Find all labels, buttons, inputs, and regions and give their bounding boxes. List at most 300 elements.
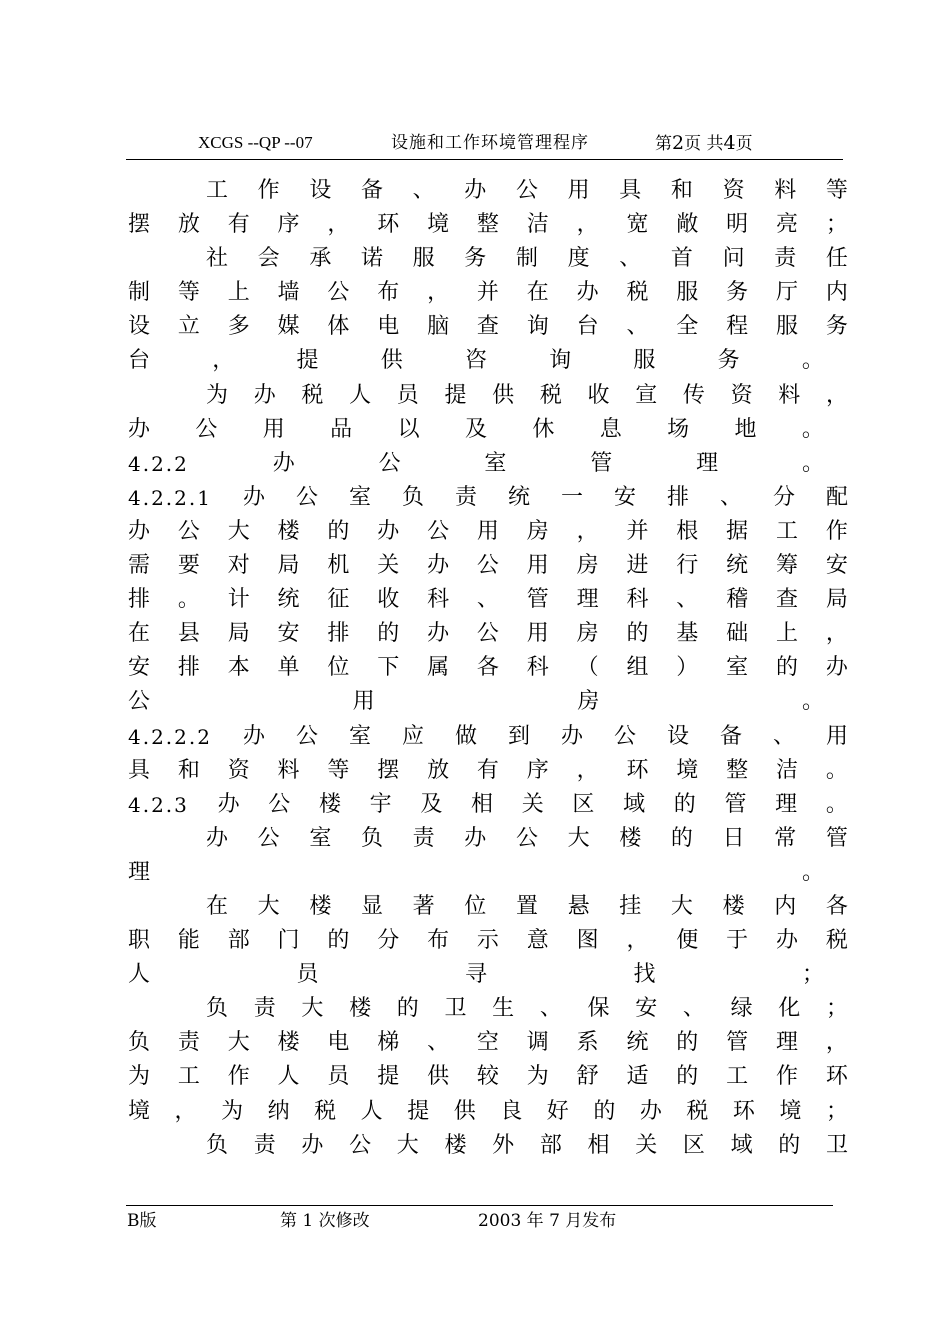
document-title: 设施和工作环境管理程序 xyxy=(391,133,589,153)
body-text xyxy=(128,174,848,1163)
body-glyph: 公 xyxy=(476,621,499,647)
body-line xyxy=(128,1095,848,1129)
body-glyph: 办 xyxy=(576,280,599,306)
body-glyph: 意 xyxy=(526,928,549,954)
body-glyph: 办 xyxy=(464,178,487,203)
body-glyph: 等 xyxy=(327,757,350,783)
body-glyph: 务 xyxy=(825,314,848,340)
body-glyph: 地 xyxy=(734,416,757,442)
body-glyph: 为 xyxy=(221,1098,244,1124)
body-glyph: 日 xyxy=(722,825,745,851)
body-glyph: 、 xyxy=(619,246,642,272)
body-glyph: 分 xyxy=(377,928,400,954)
body-glyph: 公 xyxy=(476,553,499,579)
body-glyph: 安 xyxy=(128,655,151,681)
body-glyph: 脑 xyxy=(427,314,450,340)
body-glyph: 税 xyxy=(686,1098,709,1124)
body-line xyxy=(128,822,848,856)
body-glyph: 公 xyxy=(427,518,450,544)
body-glyph: 责 xyxy=(454,484,477,510)
body-glyph: ； xyxy=(825,996,848,1022)
body-glyph: 的 xyxy=(670,825,693,851)
body-glyph: 责 xyxy=(253,1132,276,1158)
header-rule xyxy=(126,159,843,160)
body-glyph: 责 xyxy=(412,825,435,851)
body-glyph: 查 xyxy=(775,587,798,613)
body-glyph: 挂 xyxy=(619,893,642,919)
body-glyph: 公 xyxy=(295,484,318,510)
body-glyph: 料 xyxy=(774,178,797,203)
body-line xyxy=(128,447,848,481)
body-glyph: 的 xyxy=(626,621,649,647)
body-glyph: 作 xyxy=(257,178,280,203)
body-glyph: 示 xyxy=(476,928,499,954)
body-glyph: 房 xyxy=(576,553,599,579)
body-glyph: 。 xyxy=(801,348,824,374)
body-glyph: 负 xyxy=(401,484,424,510)
body-glyph: 公 xyxy=(295,723,318,749)
body-glyph: 等 xyxy=(825,178,848,203)
body-glyph: 对 xyxy=(227,553,250,579)
body-line xyxy=(128,924,848,958)
body-line xyxy=(128,788,848,822)
body-glyph: 并 xyxy=(626,518,649,544)
body-glyph: ， xyxy=(576,212,599,238)
body-glyph: 办 xyxy=(301,1132,324,1158)
body-glyph: 休 xyxy=(532,416,555,442)
body-line xyxy=(128,208,848,242)
body-glyph: 安 xyxy=(635,996,658,1022)
body-glyph: 用 xyxy=(526,553,549,579)
body-glyph: 置 xyxy=(515,893,538,919)
body-glyph: 服 xyxy=(676,280,699,306)
body-glyph: 等 xyxy=(177,280,200,306)
body-glyph: 的 xyxy=(327,928,350,954)
body-glyph: 资 xyxy=(730,382,753,408)
body-glyph: ， xyxy=(825,621,848,647)
body-glyph: 程 xyxy=(726,314,749,340)
body-line xyxy=(128,958,848,992)
body-glyph: 在 xyxy=(206,893,229,919)
body-glyph: 卫 xyxy=(444,996,467,1022)
body-glyph: 公 xyxy=(613,723,636,749)
body-line xyxy=(128,515,848,549)
body-glyph: 的 xyxy=(673,791,696,817)
body-glyph: 墙 xyxy=(277,280,300,306)
body-glyph: 具 xyxy=(619,178,642,203)
body-glyph: 收 xyxy=(587,382,610,408)
body-glyph: 用 xyxy=(352,689,375,715)
body-glyph: 室 xyxy=(348,723,371,749)
body-glyph: 务 xyxy=(726,280,749,306)
body-line xyxy=(128,413,848,447)
footer-rule xyxy=(126,1205,833,1206)
body-glyph: 统 xyxy=(507,484,530,510)
body-glyph: 布 xyxy=(377,280,400,306)
body-glyph: 序 xyxy=(277,212,300,238)
body-glyph: 人 xyxy=(277,1064,300,1090)
body-glyph: 供 xyxy=(380,348,403,374)
body-glyph: 洁 xyxy=(775,757,798,783)
body-glyph: 统 xyxy=(726,553,749,579)
body-glyph: 计 xyxy=(227,587,250,613)
body-glyph: 管 xyxy=(526,587,549,613)
body-glyph: 公 xyxy=(128,689,151,715)
body-glyph: 办 xyxy=(775,928,798,954)
body-glyph: 图 xyxy=(576,928,599,954)
body-glyph: 厅 xyxy=(775,280,798,306)
body-glyph: 体 xyxy=(327,314,350,340)
body-glyph: 配 xyxy=(825,484,848,510)
body-glyph: 布 xyxy=(427,928,450,954)
body-glyph: 办 xyxy=(427,553,450,579)
body-glyph: 境 xyxy=(128,1098,151,1124)
body-glyph: 关 xyxy=(377,553,400,579)
body-glyph: 设 xyxy=(128,314,151,340)
body-glyph: ， xyxy=(825,1030,848,1056)
body-glyph: 。 xyxy=(801,859,824,885)
body-glyph: 区 xyxy=(682,1132,705,1158)
body-line xyxy=(128,992,848,1026)
body-glyph: 便 xyxy=(676,928,699,954)
body-glyph: 供 xyxy=(427,1064,450,1090)
body-glyph: 筹 xyxy=(775,553,798,579)
body-glyph: 理 xyxy=(128,859,151,885)
body-glyph: 大 xyxy=(567,825,590,851)
body-glyph: 办 xyxy=(272,450,295,476)
body-glyph: 的 xyxy=(593,1098,616,1124)
body-glyph: 内 xyxy=(774,893,797,919)
body-glyph: 、 xyxy=(626,314,649,340)
body-glyph: 并 xyxy=(476,280,499,306)
body-glyph: ） xyxy=(676,655,699,681)
body-glyph: 找 xyxy=(633,962,656,988)
page-header xyxy=(0,0,950,170)
body-glyph: 应 xyxy=(401,723,424,749)
body-glyph: 资 xyxy=(722,178,745,203)
body-glyph: 公 xyxy=(327,280,350,306)
body-line xyxy=(128,379,848,413)
body-glyph: 办 xyxy=(242,723,265,749)
body-glyph: 品 xyxy=(330,416,353,442)
body-line xyxy=(128,1026,848,1060)
body-glyph: 办 xyxy=(242,484,265,510)
body-glyph: 理 xyxy=(696,450,719,476)
body-glyph: 生 xyxy=(492,996,515,1022)
body-glyph: 统 xyxy=(626,1030,649,1056)
body-glyph: 全 xyxy=(676,314,699,340)
body-glyph: 科 xyxy=(526,655,549,681)
body-glyph: 明 xyxy=(726,212,749,238)
body-glyph: 管 xyxy=(724,791,747,817)
body-glyph: 诺 xyxy=(360,246,383,272)
body-glyph: 域 xyxy=(623,791,646,817)
body-glyph: 在 xyxy=(128,621,151,647)
body-glyph: 为 xyxy=(206,382,229,408)
body-glyph: 人 xyxy=(128,962,151,988)
body-glyph: 室 xyxy=(726,655,749,681)
body-glyph: 工 xyxy=(775,518,798,544)
body-glyph: 、 xyxy=(539,996,562,1022)
body-line xyxy=(128,276,848,310)
body-glyph: 、 xyxy=(719,484,742,510)
body-glyph: 询 xyxy=(549,348,572,374)
body-glyph: 办 xyxy=(206,825,229,851)
body-glyph: 、 xyxy=(476,587,499,613)
body-glyph: 、 xyxy=(427,1030,450,1056)
footer-release-date: 2003 年 7 月发布 xyxy=(478,1211,617,1231)
body-glyph: 办 xyxy=(128,518,151,544)
body-line xyxy=(128,1060,848,1094)
body-glyph: 为 xyxy=(128,1064,151,1090)
body-line xyxy=(128,890,848,924)
body-glyph: 房 xyxy=(526,518,549,544)
body-glyph: 公 xyxy=(177,518,200,544)
body-glyph: 排 xyxy=(128,587,151,613)
body-glyph: 机 xyxy=(327,553,350,579)
body-glyph: 属 xyxy=(427,655,450,681)
body-glyph: 工 xyxy=(726,1064,749,1090)
body-glyph: 公 xyxy=(515,178,538,203)
body-glyph: ， xyxy=(212,348,235,374)
body-glyph: 电 xyxy=(327,1030,350,1056)
body-glyph: 楼 xyxy=(619,825,642,851)
body-glyph: 办 xyxy=(639,1098,662,1124)
body-glyph: 宇 xyxy=(369,791,392,817)
body-glyph: 部 xyxy=(539,1132,562,1158)
body-glyph: 科 xyxy=(427,587,450,613)
body-glyph: 大 xyxy=(301,996,324,1022)
body-line xyxy=(128,856,848,890)
body-glyph: 放 xyxy=(427,757,450,783)
body-glyph: 常 xyxy=(774,825,797,851)
body-glyph: 适 xyxy=(626,1064,649,1090)
body-glyph: 、 xyxy=(682,996,705,1022)
body-glyph: 责 xyxy=(177,1030,200,1056)
body-glyph: 会 xyxy=(257,246,280,272)
body-glyph: 作 xyxy=(775,1064,798,1090)
body-glyph: 环 xyxy=(626,757,649,783)
body-glyph: 宽 xyxy=(626,212,649,238)
body-glyph: 局 xyxy=(277,553,300,579)
body-glyph: 料 xyxy=(277,757,300,783)
body-glyph: 办 xyxy=(217,791,240,817)
body-glyph: 税 xyxy=(314,1098,337,1124)
body-glyph: 基 xyxy=(676,621,699,647)
body-glyph: 的 xyxy=(676,1030,699,1056)
body-glyph: ， xyxy=(626,928,649,954)
body-glyph: 4.2.2.2 xyxy=(128,724,212,749)
body-glyph: 务 xyxy=(464,246,487,272)
body-glyph: 办 xyxy=(377,518,400,544)
body-glyph: 用 xyxy=(825,723,848,749)
footer-revision: 第 1 次修改 xyxy=(280,1211,370,1231)
body-glyph: 服 xyxy=(633,348,656,374)
body-line xyxy=(128,344,848,378)
body-glyph: 相 xyxy=(471,791,494,817)
body-glyph: 整 xyxy=(476,212,499,238)
body-glyph: 公 xyxy=(257,825,280,851)
body-glyph: 税 xyxy=(825,928,848,954)
body-glyph: 理 xyxy=(775,1030,798,1056)
body-glyph: 公 xyxy=(378,450,401,476)
body-glyph: 摆 xyxy=(128,212,151,238)
body-glyph: 。 xyxy=(177,587,200,613)
body-glyph: 提 xyxy=(407,1098,430,1124)
body-glyph: 征 xyxy=(327,587,350,613)
body-glyph: 一 xyxy=(560,484,583,510)
body-glyph: 内 xyxy=(825,280,848,306)
body-glyph: 上 xyxy=(227,280,250,306)
body-glyph: 洁 xyxy=(526,212,549,238)
body-glyph: 设 xyxy=(666,723,689,749)
body-glyph: 员 xyxy=(296,962,319,988)
body-glyph: 序 xyxy=(526,757,549,783)
body-glyph: 公 xyxy=(349,1132,372,1158)
body-line xyxy=(128,481,848,515)
body-glyph: 卫 xyxy=(825,1132,848,1158)
body-glyph: 楼 xyxy=(309,893,332,919)
body-glyph: 承 xyxy=(309,246,332,272)
body-glyph: 要 xyxy=(177,553,200,579)
body-glyph: 亮 xyxy=(775,212,798,238)
body-glyph: 外 xyxy=(492,1132,515,1158)
body-glyph: 安 xyxy=(825,553,848,579)
body-glyph: 区 xyxy=(572,791,595,817)
body-glyph: 分 xyxy=(772,484,795,510)
body-glyph: 调 xyxy=(526,1030,549,1056)
body-glyph: 管 xyxy=(726,1030,749,1056)
body-glyph: 理 xyxy=(576,587,599,613)
body-glyph: 楼 xyxy=(277,518,300,544)
body-glyph: 系 xyxy=(576,1030,599,1056)
body-glyph: 保 xyxy=(587,996,610,1022)
body-glyph: 排 xyxy=(666,484,689,510)
body-glyph: 的 xyxy=(778,1132,801,1158)
body-glyph: 社 xyxy=(206,246,229,272)
body-line xyxy=(128,720,848,754)
body-glyph: 各 xyxy=(476,655,499,681)
body-glyph: 排 xyxy=(177,655,200,681)
body-glyph: ， xyxy=(327,212,350,238)
body-glyph: 稽 xyxy=(726,587,749,613)
body-glyph: 员 xyxy=(396,382,419,408)
body-glyph: 有 xyxy=(227,212,250,238)
body-line xyxy=(128,310,848,344)
body-glyph: 单 xyxy=(277,655,300,681)
body-glyph: 公 xyxy=(515,825,538,851)
body-glyph: 室 xyxy=(348,484,371,510)
body-glyph: ； xyxy=(825,212,848,238)
body-glyph: 安 xyxy=(613,484,636,510)
page-suffix: 页 xyxy=(735,134,753,154)
body-glyph: 、 xyxy=(412,178,435,203)
body-glyph: 化 xyxy=(778,996,801,1022)
body-glyph: 排 xyxy=(327,621,350,647)
body-glyph: 负 xyxy=(360,825,383,851)
body-glyph: 的 xyxy=(775,655,798,681)
body-glyph: 关 xyxy=(635,1132,658,1158)
body-glyph: 于 xyxy=(726,928,749,954)
body-glyph: ， xyxy=(825,382,848,408)
body-glyph: 。 xyxy=(801,689,824,715)
body-glyph: 础 xyxy=(726,621,749,647)
body-glyph: 空 xyxy=(476,1030,499,1056)
body-glyph: 根 xyxy=(676,518,699,544)
body-glyph: 大 xyxy=(396,1132,419,1158)
body-glyph: 以 xyxy=(397,416,420,442)
body-glyph: 提 xyxy=(444,382,467,408)
body-glyph: 相 xyxy=(587,1132,610,1158)
body-glyph: 境 xyxy=(779,1098,802,1124)
body-glyph: 负 xyxy=(206,996,229,1022)
body-glyph: 楼 xyxy=(318,791,341,817)
body-glyph: 供 xyxy=(492,382,515,408)
body-glyph: 。 xyxy=(801,416,824,442)
body-line xyxy=(128,754,848,788)
body-glyph: 科 xyxy=(626,587,649,613)
body-glyph: ， xyxy=(427,280,450,306)
body-glyph: ， xyxy=(576,757,599,783)
body-glyph: 4.2.2 xyxy=(128,451,189,476)
body-glyph: 负 xyxy=(206,1132,229,1158)
body-glyph: 税 xyxy=(539,382,562,408)
body-glyph: 需 xyxy=(128,553,151,579)
body-glyph: 制 xyxy=(128,280,151,306)
body-line xyxy=(128,583,848,617)
body-glyph: 工 xyxy=(206,178,229,203)
body-glyph: 摆 xyxy=(377,757,400,783)
body-glyph: 室 xyxy=(484,450,507,476)
body-glyph: 好 xyxy=(546,1098,569,1124)
body-glyph: 具 xyxy=(128,757,151,783)
body-glyph: 职 xyxy=(128,928,151,954)
body-line xyxy=(128,549,848,583)
body-glyph: 息 xyxy=(599,416,622,442)
body-glyph: 作 xyxy=(227,1064,250,1090)
body-glyph: 理 xyxy=(775,791,798,817)
body-glyph: 用 xyxy=(567,178,590,203)
body-glyph: 能 xyxy=(177,928,200,954)
body-glyph: 位 xyxy=(464,893,487,919)
body-glyph: 的 xyxy=(327,518,350,544)
body-glyph: 域 xyxy=(730,1132,753,1158)
body-glyph: 的 xyxy=(676,1064,699,1090)
body-glyph: 关 xyxy=(521,791,544,817)
body-glyph: 舒 xyxy=(576,1064,599,1090)
body-glyph: 局 xyxy=(227,621,250,647)
body-glyph: 大 xyxy=(257,893,280,919)
body-glyph: 4.2.3 xyxy=(128,792,189,817)
body-glyph: 办 xyxy=(128,416,151,442)
body-glyph: 税 xyxy=(626,280,649,306)
body-glyph: ， xyxy=(576,518,599,544)
body-glyph: 行 xyxy=(676,553,699,579)
body-glyph: 管 xyxy=(590,450,613,476)
body-glyph: 台 xyxy=(576,314,599,340)
body-glyph: 服 xyxy=(412,246,435,272)
body-glyph: 立 xyxy=(177,314,200,340)
body-glyph: 员 xyxy=(327,1064,350,1090)
body-glyph: 办 xyxy=(560,723,583,749)
body-glyph: 务 xyxy=(717,348,740,374)
body-glyph: 整 xyxy=(726,757,749,783)
body-glyph: 为 xyxy=(526,1064,549,1090)
page-current: 2 xyxy=(672,132,685,154)
body-glyph: 责 xyxy=(774,246,797,272)
body-glyph: 上 xyxy=(775,621,798,647)
body-line xyxy=(128,651,848,685)
